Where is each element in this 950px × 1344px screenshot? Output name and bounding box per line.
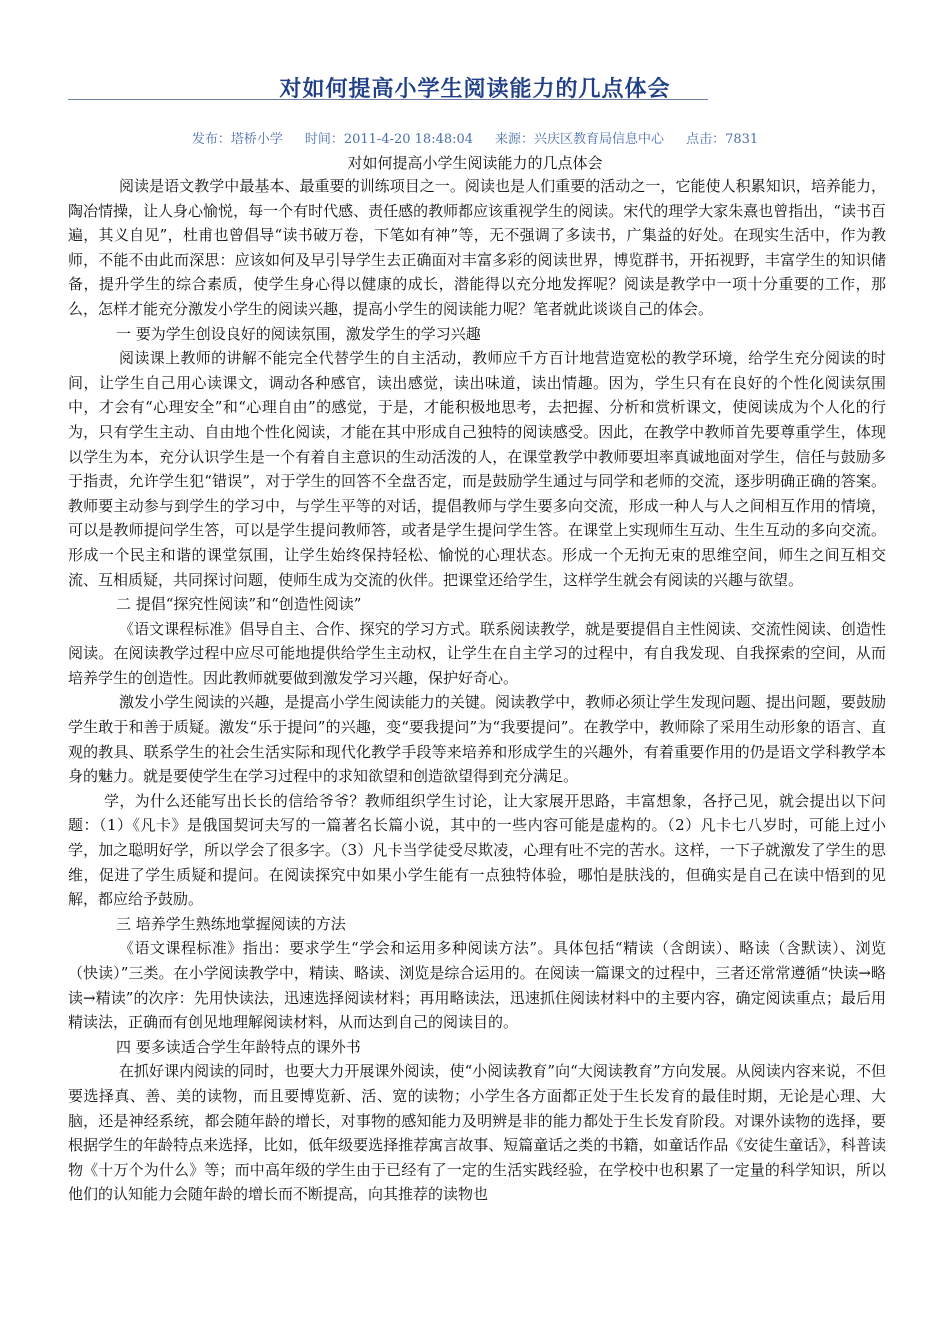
- article-meta: [0, 128, 950, 147]
- meta-source: 来源：兴庆区教育局信息中心: [495, 132, 665, 147]
- paragraph: 阅读是语文教学中最基本、最重要的训练项目之一。阅读也是人们重要的活动之一，它能使人积累知识，培养能力，陶冶情操，让人身心愉悦，每一个有时代感、责任感的教师都应该重视学生的阅读。宋代的理学大家朱熹也曾指出，“读书百遍，其义自见”，杜甫也曾倡导“读书破万卷，下笔如有神”等，无不强调了多读书，广集益的好处。在现实生活中，作为教师，不能不由此而深思：应该如何及早引导学生去正确面对丰富多彩的阅读世界，博览群书，开拓视野，丰富学生的知识储备，提升学生的综合素质，使学生身心得以健康的成长，潜能得以充分地发挥呢？阅读是教学中一项十分重要的工作，那么，怎样才能充分激发小学生的阅读兴趣，提高小学生的阅读能力呢？笔者就此谈谈自己的体会。: [68, 177, 886, 318]
- article-subtitle: 对如何提高小学生阅读能力的几点体会: [347, 154, 603, 172]
- section-heading: 四 要多读适合学生年龄特点的课外书: [116, 1037, 361, 1056]
- section-heading: 二 提倡“探究性阅读”和“创造性阅读”: [116, 595, 362, 614]
- paragraph: 学，为什么还能写出长长的信给爷爷？教师组织学生讨论，让大家展开思路，丰富想象，各抒己见，就会提出以下问题：（1）《凡卡》是俄国契诃夫写的一篇著名长篇小说，其中的一些内容可能是虚构的。（2）凡卡七八岁时，可能上过小学，加之聪明好学，所以学会了很多字。（3）凡卡当学徒受尽欺凌，心理有吐不完的苦水。这样，一下子就激发了学生的思维，促进了学生质疑和提问。在阅读探究中如果小学生能有一点独特体验，哪怕是肤浅的，但确实是自己在读中悟到的见解，都应给予鼓励。: [68, 791, 886, 909]
- title-underline: [68, 99, 708, 100]
- meta-time: 时间：2011-4-20 18:48:04: [304, 132, 474, 147]
- meta-clicks: 点击：7831: [686, 132, 759, 147]
- paragraph: 激发小学生阅读的兴趣，是提高小学生阅读能力的关键。阅读教学中，教师必须让学生发现问题、提出问题，要鼓励学生敢于和善于质疑。激发“乐于提问”的兴趣，变“要我提问”为“我要提问”。在教学中，教师除了采用生动形象的语言、直观的教具、联系学生的社会生活实际和现代化教学手段等来培养和形成学生的兴趣外，有着重要作用的仍是语文学科教学本身的魅力。就是要使学生在学习过程中的求知欲望和创造欲望得到充分满足。: [68, 693, 886, 786]
- paragraph: 阅读课上教师的讲解不能完全代替学生的自主活动，教师应千方百计地营造宽松的教学环境，给学生充分阅读的时间，让学生自己用心读课文，调动各种感官，读出感觉，读出味道，读出情趣。因为，学生只有在良好的个性化阅读氛围中，才会有“心理安全”和“心理自由”的感觉，于是，才能积极地思考，去把握、分析和赏析课文，使阅读成为个人化的行为，只有学生主动、自由地个性化阅读，才能在其中形成自己独特的阅读感受。因此，在教学中教师首先要尊重学生，体现以学生为本，充分认识学生是一个有着自主意识的生动活泼的人，在课堂教学中教师要坦率真诚地面对学生，信任与鼓励多于指责，允许学生犯“错误”，对于学生的回答不全盘否定，而是鼓励学生通过与同学和老师的交流，逐步明确正确的答案。教师要主动参与到学生的学习中，与学生平等的对话，提倡教师与学生要多向交流，形成一种人与人之间相互作用的情境，可以是教师提问学生答，可以是学生提问教师答，或者是学生提问学生答。在课堂上实现师生互动、生生互动的多向交流。形成一个民主和谐的课堂氛围，让学生始终保持轻松、愉悦的心理状态。形成一个无拘无束的思维空间，师生之间互相交流、互相质疑，共同探讨问题，使师生成为交流的伙伴。把课堂还给学生，这样学生就会有阅读的兴趣与欲望。: [68, 349, 886, 589]
- section-heading: 一 要为学生创设良好的阅读氛围，激发学生的学习兴趣: [116, 324, 481, 343]
- article-title: 对如何提高小学生阅读能力的几点体会: [279, 77, 671, 102]
- paragraph: 《语文课程标准》倡导自主、合作、探究的学习方式。联系阅读教学，就是要提倡自主性阅读、交流性阅读、创造性阅读。在阅读教学过程中应尽可能地提供给学生主动权，让学生在自主学习的过程中，有自我发现、自我探索的空间，从而培养学生的创造性。因此教师就要做到激发学习兴趣，保护好奇心。: [68, 619, 886, 687]
- paragraph: 《语文课程标准》指出：要求学生“学会和运用多种阅读方法”。具体包括“精读（含朗读）、略读（含默读）、浏览（快读）”三类。在小学阅读教学中，精读、略读、浏览是综合运用的。在阅读一篇课文的过程中，三者还常常遵循“快读→略读→精读”的次序：先用快读法，迅速选择阅读材料；再用略读法，迅速抓住阅读材料中的主要内容，确定阅读重点；最后用精读法，正确而有创见地理解阅读材料，从而达到自己的阅读目的。: [68, 939, 886, 1032]
- article-body: [68, 174, 886, 1207]
- paragraph: 在抓好课内阅读的同时，也要大力开展课外阅读，使“小阅读教育”向“大阅读教育”方向发展。从阅读内容来说，不但要选择真、善、美的读物，而且要博览新、活、宽的读物；小学生各方面都正处于生长发育的最佳时期，无论是心理、大脑，还是神经系统，都会随年龄的增长，对事物的感知能力及明辨是非的能力都处于生长发育阶段。对课外读物的选择，要根据学生的年龄特点来选择，比如，低年级要选择推荐寓言故事、短篇童话之类的书籍，如童话作品《安徒生童话》，科普读物《十万个为什么》等；而中高年级的学生由于已经有了一定的生活实践经验，在学校中也积累了一定量的科学知识，所以他们的认知能力会随年龄的增长而不断提高，向其推荐的读物也: [68, 1062, 886, 1204]
- section-heading: 三 培养学生熟练地掌握阅读的方法: [116, 914, 346, 933]
- meta-publisher: 发布：塔桥小学: [191, 132, 283, 147]
